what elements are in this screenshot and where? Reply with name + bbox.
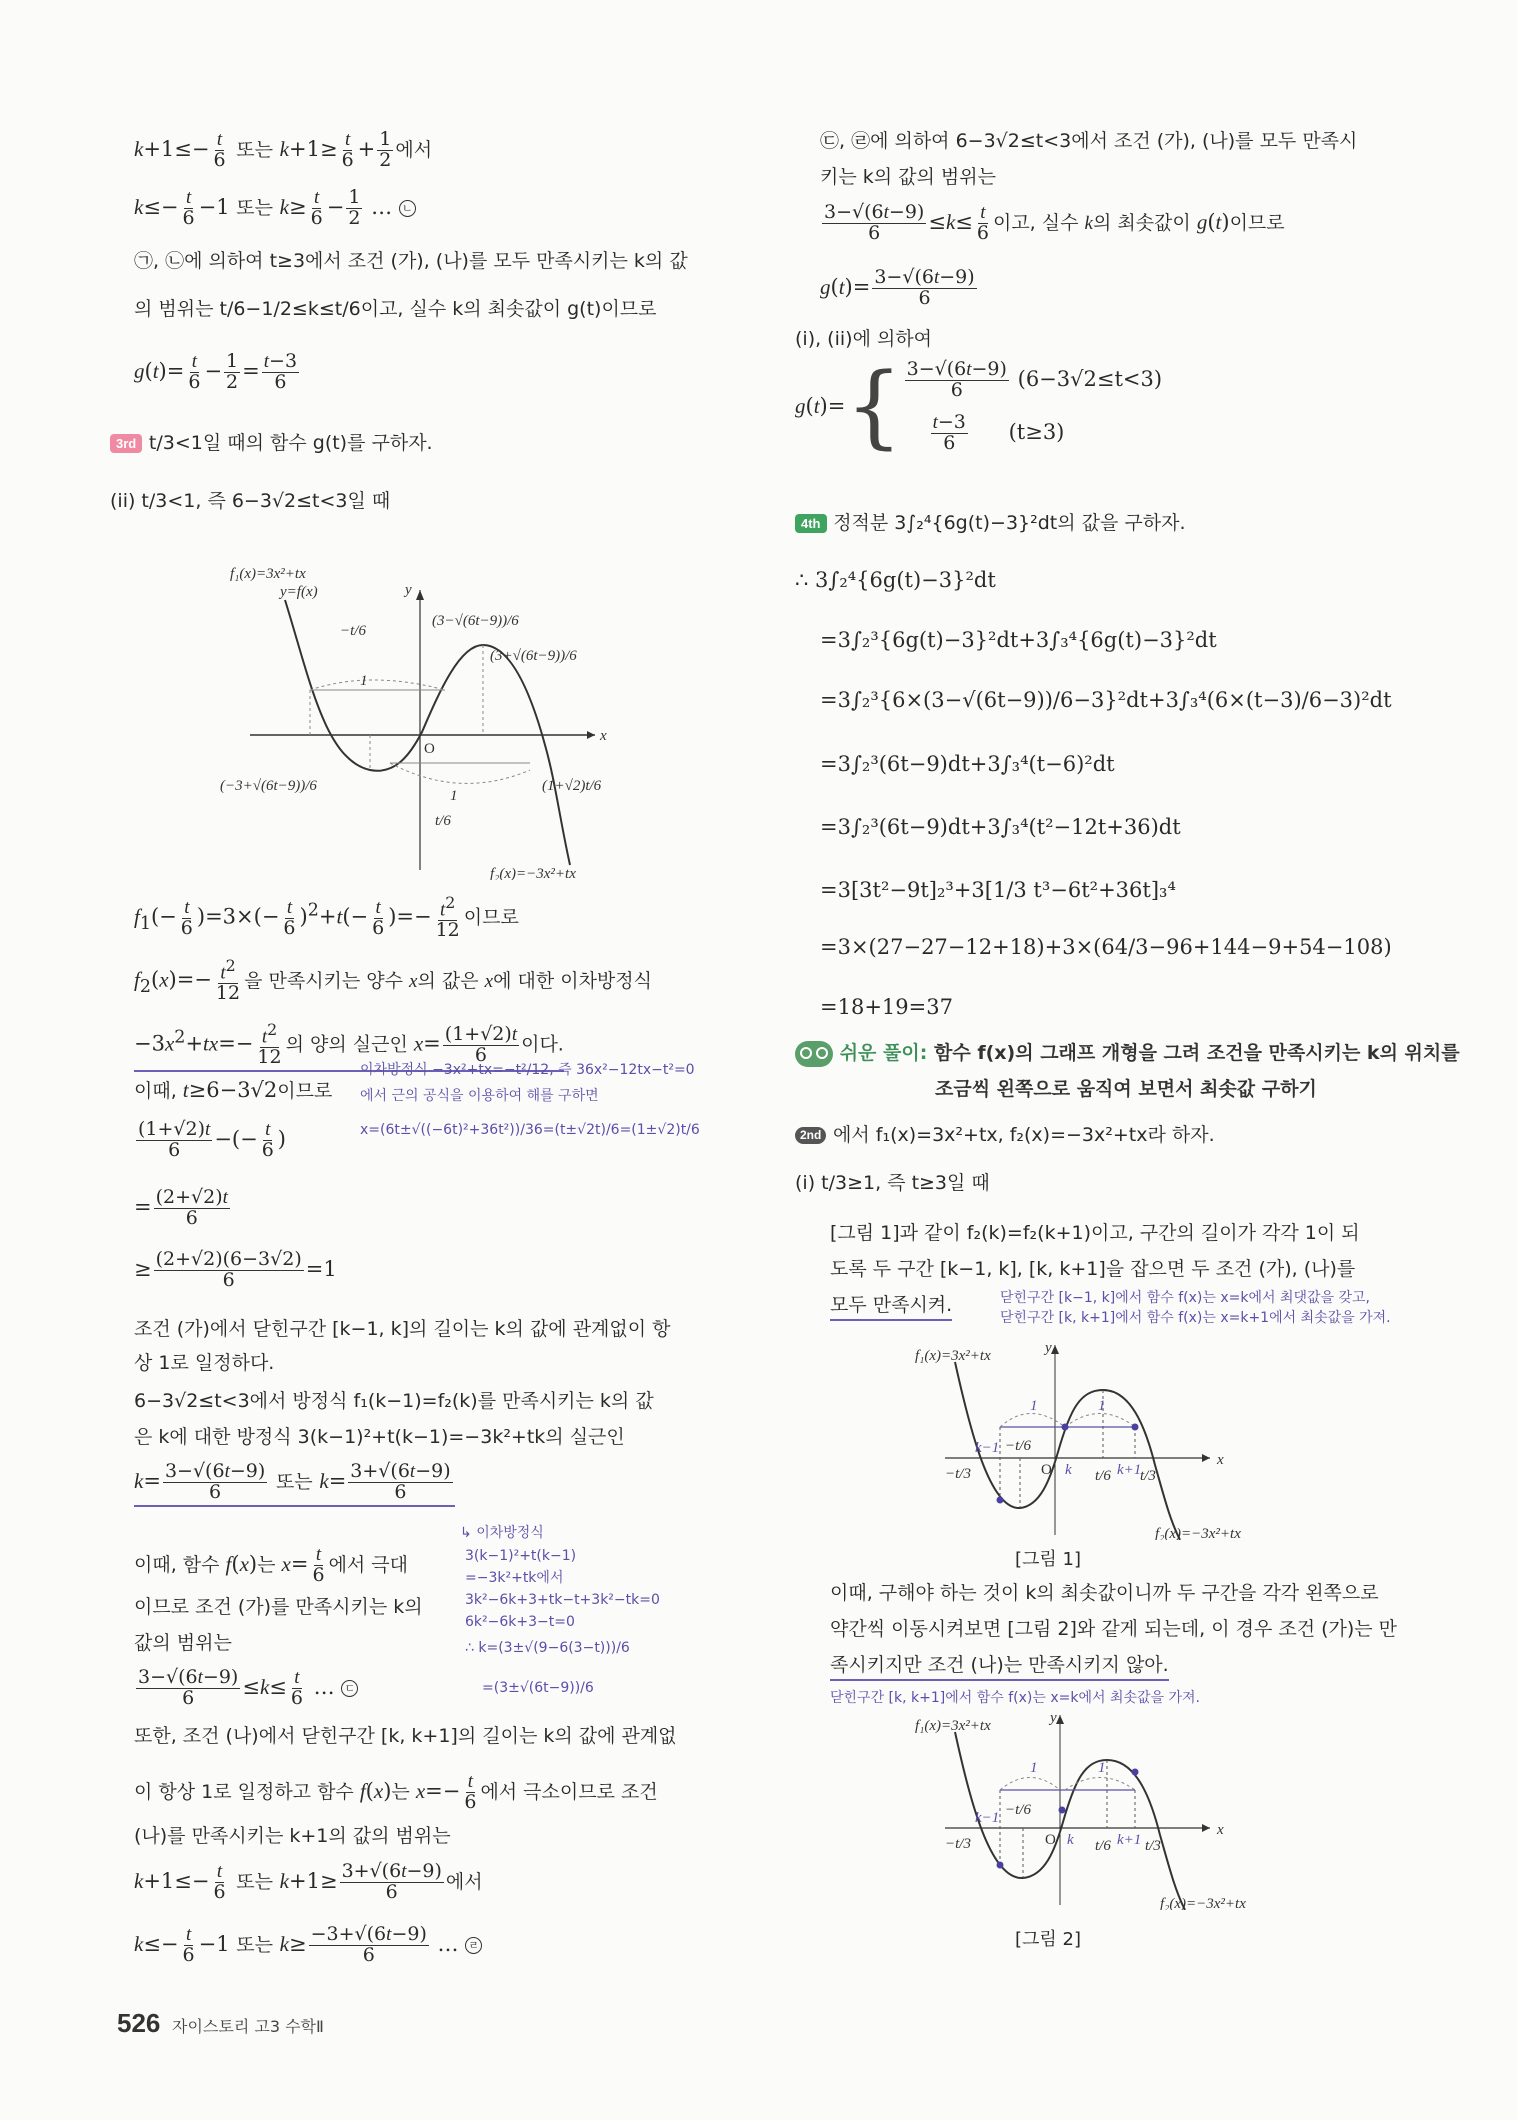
graph1-label-1plus-sqrt2: (1+√2)t/6 bbox=[542, 778, 602, 794]
note-quadratic-1: 이차방정식 −3x²+tx=−t²/12, 즉 36x²−12tx−t²=0 bbox=[360, 1062, 695, 1078]
fig2-label-t6: t/6 bbox=[1095, 1838, 1111, 1854]
line-range-c: $\frac{3-√(6t-9)}{6}$ ≤k≤ $\frac{t}{6}$ … ㄷ bbox=[134, 1668, 358, 1709]
piecewise-cond-2: (t≥3) bbox=[1008, 419, 1065, 444]
piecewise-lhs: g(t)= bbox=[795, 394, 846, 419]
easy-solution-title-2: 조금씩 왼쪽으로 움직여 보면서 최솟값 구하기 bbox=[935, 1078, 1317, 1100]
fig2-label-k-plus-1: k+1 bbox=[1117, 1832, 1142, 1848]
para1-line-1: [그림 1]과 같이 f₂(k)=f₂(k+1)이고, 구간의 길이가 각각 1이 되 bbox=[830, 1222, 1360, 1244]
circled-rieul-icon: ㄹ bbox=[465, 1937, 482, 1954]
line-B11: 은 k에 대한 방정식 3(k−1)²+t(k−1)=−3k²+tk의 실근인 bbox=[134, 1426, 625, 1448]
para1-note-1: 닫힌구간 [k−1, k]에서 함수 f(x)는 x=k에서 최댓값을 갖고, bbox=[1000, 1290, 1370, 1306]
line-f2-eq: $f_2(x)=-$ $\frac{t^2}{12}$ 을 만족시키는 양수 x의 값은 x에 대한 이차방정식 bbox=[134, 956, 652, 1005]
graph1-label-x: x bbox=[600, 728, 607, 744]
line-B17: 또한, 조건 (나)에서 닫힌구간 [k, k+1]의 길이는 k의 값에 관계없 bbox=[134, 1725, 677, 1747]
line-diff-bound: ≥ $\frac{(2+√2)(6-3√2)}{6}$ =1 bbox=[134, 1248, 337, 1291]
circled-digeut-icon: ㄷ bbox=[341, 1680, 358, 1697]
line-B19: (나)를 만족시키는 k+1의 값의 범위는 bbox=[134, 1825, 451, 1847]
fig1-label-t6: t/6 bbox=[1095, 1468, 1111, 1484]
line-R2: 키는 k의 값의 범위는 bbox=[820, 166, 996, 188]
para1-line-3: 모두 만족시켜. bbox=[830, 1294, 952, 1321]
fig2-label-neg-t6: −t/6 bbox=[1005, 1802, 1031, 1818]
fig2-label-x: x bbox=[1217, 1822, 1224, 1838]
figure-2 bbox=[855, 1710, 1255, 1914]
fig1-label-y: y bbox=[1045, 1340, 1052, 1356]
graph1-label-f1: f₁(x)=3x²+tx bbox=[230, 566, 306, 582]
line-t-condition: 이때, t≥6−3√2이므로 bbox=[134, 1078, 333, 1102]
page-number: 526 bbox=[117, 2008, 161, 2038]
setup-line bbox=[795, 1122, 1215, 1147]
note-k-line-5: ∴ k=(3±√(9−6(3−t)))/6 bbox=[465, 1640, 630, 1656]
fig2-label-y: y bbox=[1050, 1710, 1057, 1726]
line-local-min: 이 항상 1로 일정하고 함수 f(x)는 x=− $\frac{t}{6}$ 에서 극소이므로 조건 bbox=[134, 1771, 658, 1813]
integral-step-7: =18+19=37 bbox=[820, 995, 953, 1019]
line-range-1: 의 범위는 t/6−1/2≤k≤t/6이고, 실수 k의 최솟값이 g(t)이므로 bbox=[134, 298, 657, 320]
fig2-label-k: k bbox=[1067, 1832, 1074, 1848]
line-R3: $\frac{3-√(6t-9)}{6}$ ≤k≤ $\frac{t}{6}$ 이고, 실수 k의 최솟값이 g(t)이므로 bbox=[824, 201, 1285, 244]
fig1-label-f1: f₁(x)=3x²+tx bbox=[915, 1348, 991, 1364]
line-R1: ㉢, ㉣에 의하여 6−3√2≤t<3에서 조건 (가), (나)를 모두 만족시 bbox=[820, 130, 1358, 152]
easy-solution-title-1: 함수 f(x)의 그래프 개형을 그려 조건을 만족시키는 k의 위치를 bbox=[934, 1042, 1460, 1064]
case-i-heading: (i) t/3≥1, 즉 t≥3일 때 bbox=[795, 1172, 990, 1194]
integral-step-5: =3[3t²−9t]₂³+3[1/3 t³−6t²+36t]₃⁴ bbox=[820, 878, 1176, 902]
fig1-label-k: k bbox=[1065, 1462, 1072, 1478]
binoculars-icon bbox=[795, 1041, 833, 1067]
integral-step-2: =3∫₂³{6×(3−√(6t−9))/6−3}²dt+3∫₃⁴(6×(t−3)/6−3)²dt bbox=[820, 688, 1392, 712]
fig1-label-x: x bbox=[1217, 1452, 1224, 1468]
fig1-label-neg-t6: −t/6 bbox=[1005, 1438, 1031, 1454]
line-R4: g(t)= $\frac{3-√(6t-9)}{6}$ bbox=[820, 266, 975, 309]
step-3-heading bbox=[110, 430, 433, 455]
fig2-label-t3: t/3 bbox=[1145, 1838, 1161, 1854]
note-k-line-3: 3k²−6k+3+tk−t+3k²−tk=0 bbox=[465, 1592, 660, 1608]
line-range-d: k≤− $\frac{t}{6}$ −1 또는 k≥ $\frac{-3+√(6t-9)}{6}$ … ㄹ bbox=[134, 1925, 482, 1966]
line-k-roots: k= $\frac{3-√(6t-9)}{6}$ 또는 k= $\frac{3+√(6t-9)}{6}$ bbox=[134, 1462, 455, 1507]
line-f1-value: $f_1(-$ $\frac{t}{6}$ )=3×(− $\frac{t}{6}$ )$^2$+t(− $\frac{t}{6}$ )=− $\frac{t^2}{12}$ 이므로 bbox=[134, 893, 519, 942]
para2-note: 닫힌구간 [k, k+1]에서 함수 f(x)는 x=k에서 최솟값을 가져. bbox=[830, 1690, 1200, 1706]
line-B9: 상 1로 일정하다. bbox=[134, 1352, 275, 1374]
setup-text: 에서 f₁(x)=3x²+tx, f₂(x)=−3x²+tx라 하자. bbox=[833, 1124, 1215, 1146]
fig1-label-t3: t/3 bbox=[1140, 1468, 1156, 1484]
line-B8: 조건 (가)에서 닫힌구간 [k−1, k]의 길이는 k의 값에 관계없이 항 bbox=[134, 1318, 671, 1340]
integral-step-0: ∴ 3∫₂⁴{6g(t)−3}²dt bbox=[795, 568, 996, 592]
graph1-label-y: y bbox=[405, 582, 412, 598]
graph1-label-root-right: (3+√(6t−9))/6 bbox=[490, 648, 577, 664]
line-conclusion-1: ㉠, ㉡에 의하여 t≥3에서 조건 (가), (나)를 모두 만족시키는 k의 값 bbox=[134, 250, 688, 272]
case-ii-heading: (ii) t/3<1, 즉 6−3√2≤t<3일 때 bbox=[110, 490, 391, 512]
step-4-title: 정적분 3∫₂⁴{6g(t)−3}²dt의 값을 구하자. bbox=[833, 512, 1186, 534]
brace-icon: { bbox=[845, 353, 903, 459]
line-k-ineq-2: k≤− $\frac{t}{6}$ −1 또는 k≥ $\frac{t}{6}$ − $\frac{1}{2}$ … ㄴ bbox=[134, 188, 416, 229]
fig2-label-one-a: 1 bbox=[1030, 1760, 1038, 1776]
fig2-label-origin: O bbox=[1045, 1832, 1056, 1848]
step-4-badge: 4th bbox=[795, 514, 827, 534]
para1-note-2: 닫힌구간 [k, k+1]에서 함수 f(x)는 x=k+1에서 최솟값을 가져. bbox=[1000, 1310, 1391, 1326]
integral-step-4: =3∫₂³(6t−9)dt+3∫₃⁴(t²−12t+36)dt bbox=[820, 815, 1181, 839]
note-k-line-4: 6k²−6k+3−t=0 bbox=[465, 1614, 575, 1630]
graph1-label-yfx: y=f(x) bbox=[280, 584, 318, 600]
line-diff: $\frac{(1+√2)t}{6}$ −(− $\frac{t}{6}$ ) bbox=[138, 1118, 286, 1161]
figure-1-caption: [그림 1] bbox=[1015, 1549, 1081, 1570]
fig1-label-one-b: 1 bbox=[1098, 1398, 1106, 1414]
note-k-title: ↳ 이차방정식 bbox=[460, 1525, 544, 1541]
graph1-label-root-left: (3−√(6t−9))/6 bbox=[432, 613, 519, 629]
para2-line-2: 약간씩 이동시켜보면 [그림 2]와 같게 되는데, 이 경우 조건 (가)는 만 bbox=[830, 1618, 1398, 1640]
easy-solution-heading bbox=[795, 1040, 1460, 1067]
line-g-t-1: g(t)= $\frac{t}{6}$ − $\frac{1}{2}$ = $\frac{t-3}{6}$ bbox=[134, 350, 298, 393]
note-k-line-2: =−3k²+tk에서 bbox=[465, 1570, 564, 1586]
fig2-label-neg-t3: −t/3 bbox=[945, 1836, 971, 1852]
line-B10: 6−3√2≤t<3에서 방정식 f₁(k−1)=f₂(k)를 만족시키는 k의 값 bbox=[134, 1390, 654, 1412]
note-k-line-1: 3(k−1)²+t(k−1) bbox=[465, 1548, 577, 1564]
figure-1 bbox=[855, 1340, 1255, 1544]
fig1-label-f2: f₂(x)=−3x²+tx bbox=[1155, 1526, 1241, 1540]
graph1-label-one-bottom: 1 bbox=[450, 788, 458, 804]
note-quadratic-3: x=(6t±√((−6t)²+36t²))/36=(t±√2t)/6=(1±√2)t/6 bbox=[360, 1122, 700, 1138]
fig2-label-f2: f₂(x)=−3x²+tx bbox=[1160, 1896, 1246, 1910]
easy-solution-label: 쉬운 풀이: bbox=[839, 1042, 928, 1064]
step-3-badge: 3rd bbox=[110, 434, 142, 454]
line-B14: 이므로 조건 (가)를 만족시키는 k의 bbox=[134, 1596, 423, 1618]
line-k-plus-1-range: k+1≤− $\frac{t}{6}$ 또는 k+1≥ $\frac{3+√(6t-9)}{6}$ 에서 bbox=[134, 1860, 483, 1903]
line-k-plus-1-ineq: k+1≤− $\frac{t}{6}$ 또는 k+1≥ $\frac{t}{6}$ + $\frac{1}{2}$ 에서 bbox=[134, 128, 433, 171]
fig1-label-k-plus-1: k+1 bbox=[1117, 1462, 1142, 1478]
figure-2-caption: [그림 2] bbox=[1015, 1929, 1081, 1950]
step-2-badge: 2nd bbox=[795, 1127, 826, 1143]
line-B15: 값의 범위는 bbox=[134, 1632, 232, 1654]
graph1-label-neg-root: (−3+√(6t−9))/6 bbox=[220, 778, 317, 794]
line-diff-simplified: = $\frac{(2+√2)t}{6}$ bbox=[134, 1186, 228, 1229]
note-k-line-6: =(3±√(6t−9))/6 bbox=[482, 1680, 594, 1696]
para2-line-1: 이때, 구해야 하는 것이 k의 최솟값이니까 두 구간을 각각 왼쪽으로 bbox=[830, 1582, 1379, 1604]
fig2-label-one-b: 1 bbox=[1098, 1760, 1106, 1776]
line-R5: (i), (ii)에 의하여 bbox=[795, 328, 933, 350]
integral-step-6: =3×(27−27−12+18)+3×(64/3−96+144−9+54−108) bbox=[820, 935, 1392, 959]
integral-step-1: =3∫₂³{6g(t)−3}²dt+3∫₃⁴{6g(t)−3}²dt bbox=[820, 628, 1217, 652]
fig1-label-neg-t3: −t/3 bbox=[945, 1466, 971, 1482]
line-quadratic-root: $-3x^2+tx=-$ $\frac{t^2}{12}$ 의 양의 실근인 x= $\frac{(1+√2)t}{6}$ 이다. bbox=[134, 1022, 564, 1072]
integral-step-3: =3∫₂³(6t−9)dt+3∫₃⁴(t−6)²dt bbox=[820, 752, 1115, 776]
fig1-label-one-a: 1 bbox=[1030, 1398, 1038, 1414]
piecewise-cond-1: (6−3√2≤t<3) bbox=[1017, 366, 1163, 391]
fig2-label-f1: f₁(x)=3x²+tx bbox=[915, 1718, 991, 1734]
graph1-label-neg-t6: −t/6 bbox=[340, 623, 366, 639]
graph1-label-t6: t/6 bbox=[435, 813, 451, 829]
para1-line-2: 도록 두 구간 [k−1, k], [k, k+1]을 잡으면 두 조건 (가), (나)를 bbox=[830, 1258, 1356, 1280]
step-4-heading bbox=[795, 510, 1186, 535]
graph1-label-one-top: 1 bbox=[360, 673, 368, 689]
circled-nieun-icon: ㄴ bbox=[399, 200, 416, 217]
line-local-max: 이때, 함수 f(x)는 x= $\frac{t}{6}$ 에서 극대 bbox=[134, 1544, 409, 1586]
fig2-label-k-minus-1: k−1 bbox=[975, 1810, 1000, 1826]
fig1-label-k-minus-1: k−1 bbox=[975, 1440, 1000, 1456]
graph1-label-f2: f₂(x)=−3x²+tx bbox=[490, 866, 576, 880]
graph1-label-origin: O bbox=[424, 741, 435, 757]
fig1-label-origin: O bbox=[1041, 1462, 1052, 1478]
step-3-title: t/3<1일 때의 함수 g(t)를 구하자. bbox=[148, 432, 433, 454]
para2-line-3: 족시키지만 조건 (나)는 만족시키지 않아. bbox=[830, 1654, 1169, 1681]
graph-cubic-piecewise bbox=[200, 560, 660, 884]
piecewise-g: g(t)= { $\frac{3-√(6t-9)}{6}$ (6−3√2≤t<3) $\frac{t-3}{6}$ (t≥3) bbox=[795, 353, 1163, 459]
note-quadratic-2: 에서 근의 공식을 이용하여 해를 구하면 bbox=[360, 1088, 599, 1104]
book-title: 자이스토리 고3 수학Ⅱ bbox=[172, 2017, 324, 2036]
